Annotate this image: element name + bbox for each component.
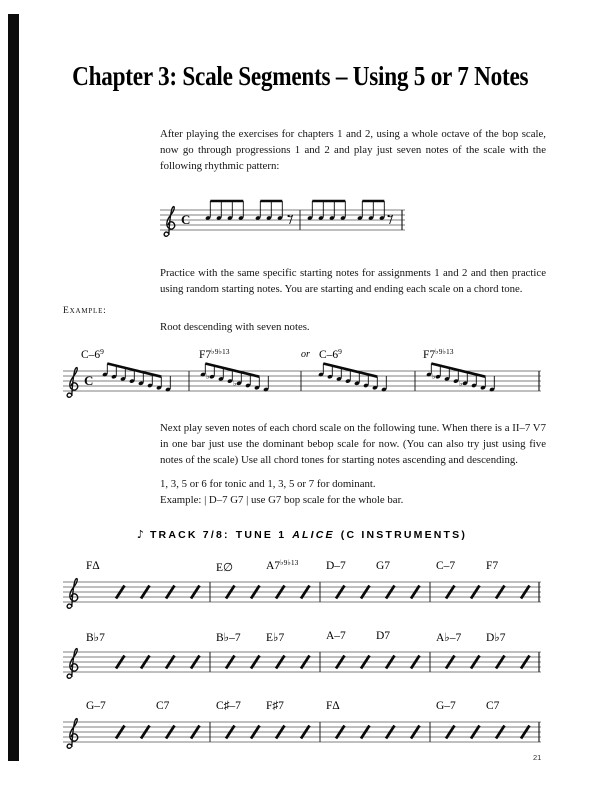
chapter-title-text: Chapter 3: Scale Segments – Using 5 or 7 Notes — [72, 61, 529, 91]
chord-symbol — [486, 560, 498, 572]
rhythm-staff-notation — [160, 188, 405, 246]
chord-extension: ♭9♭13 — [211, 347, 230, 356]
chord-symbol — [436, 560, 455, 572]
tune-staff-notation — [63, 556, 541, 618]
next-paragraph: Next play seven notes of each chord scale on the following tune. When there is a II–7 V7 in one bar just use the dominant bebop scale for now. (You can also try just using five notes of the scale) Use all chord tones for starting notes ascending and descending. — [160, 422, 546, 466]
chord-symbol — [266, 630, 284, 644]
chord-symbol — [326, 630, 346, 642]
example-margin-label: Example: — [63, 306, 107, 316]
chord-symbol — [81, 349, 104, 361]
chord-root: G–7 — [436, 700, 456, 712]
chord-extension: ♭9♭13 — [280, 558, 299, 567]
root-descending-caption: Root descending with seven notes. — [160, 321, 310, 333]
chord-root: E∅ — [216, 562, 234, 574]
chord-symbol — [486, 630, 505, 644]
chord-root: C–7 — [436, 560, 456, 572]
chord-symbol — [216, 560, 233, 574]
svg-text:♭: ♭ — [206, 372, 210, 382]
chord-symbol — [156, 700, 169, 712]
tune-label: TUNE 1 — [235, 529, 287, 541]
tune-staff-notation — [63, 696, 541, 758]
chord-root: F∆ — [326, 700, 340, 712]
chord-root: C♯–7 — [216, 700, 241, 712]
tune-staff-2 — [63, 626, 541, 688]
chord-root: F♯7 — [266, 700, 284, 712]
tune-staff-3 — [63, 696, 541, 758]
example-staff — [63, 345, 541, 411]
chord-root: C–6 — [81, 349, 101, 361]
eighth-note-icon: ♪ — [136, 528, 144, 541]
chord-symbol — [376, 630, 390, 642]
practice-paragraph: Practice with the same specific starting notes for assignments 1 and 2 and then practice using random starting notes. You are starting and ending each scale on a chord tone. — [160, 267, 546, 295]
chord-symbol — [266, 560, 298, 572]
chord-extension: 9 — [100, 347, 104, 356]
chord-symbol — [486, 700, 499, 712]
chord-root: E♭7 — [266, 632, 285, 644]
chord-root: C7 — [486, 700, 500, 712]
chord-root: B♭7 — [86, 632, 105, 644]
chord-root: F7 — [486, 560, 499, 572]
chord-root: C7 — [156, 700, 170, 712]
tune-staff-notation — [63, 626, 541, 688]
chord-root: F∆ — [86, 560, 100, 572]
chord-root: A♭–7 — [436, 632, 462, 644]
chord-symbol — [326, 700, 339, 712]
chord-root: G7 — [376, 560, 391, 572]
chord-symbol — [423, 349, 453, 361]
chord-symbol — [319, 349, 342, 361]
chord-root: B♭–7 — [216, 632, 241, 644]
chord-root: A–7 — [326, 630, 346, 642]
tune-name: ALICE — [292, 529, 335, 541]
chord-root: D–7 — [326, 560, 346, 572]
chord-symbol — [436, 700, 456, 712]
svg-text:♭: ♭ — [233, 378, 237, 388]
chord-symbol — [199, 349, 229, 361]
page-number: 21 — [533, 753, 542, 762]
tune-staff-1 — [63, 556, 541, 618]
chord-symbol — [86, 700, 106, 712]
chord-root: C–6 — [319, 349, 339, 361]
tonic-rule-line: 1, 3, 5 or 6 for tonic and 1, 3, 5 or 7 for dominant. — [160, 478, 376, 490]
or-label — [301, 349, 310, 360]
chord-root: D♭7 — [486, 632, 506, 644]
chord-root: F7 — [199, 349, 212, 361]
chord-symbol — [86, 630, 105, 644]
chord-symbol — [326, 560, 346, 572]
rhythm-pattern-staff — [160, 188, 405, 246]
chord-root: or — [301, 349, 310, 360]
svg-text:C: C — [181, 211, 191, 227]
track-heading — [63, 528, 541, 541]
chord-symbol — [216, 700, 241, 712]
instruments-label: (C INSTRUMENTS) — [340, 529, 468, 541]
svg-text:C: C — [84, 372, 94, 388]
chord-root: G–7 — [86, 700, 106, 712]
spine-bar — [8, 14, 19, 761]
chord-symbol — [436, 630, 461, 644]
chord-extension: 9 — [338, 347, 342, 356]
chord-symbol — [266, 700, 284, 712]
chord-symbol — [86, 560, 99, 572]
chord-root: A7 — [266, 560, 281, 572]
svg-text:♭: ♭ — [459, 378, 463, 388]
intro-paragraph: After playing the exercises for chapters 1 and 2, using a whole octave of the bop scale, now go through progressions 1 and 2 and play just seven notes of the scale with the following rhythmic pattern: — [160, 128, 546, 172]
chord-extension: ♭9♭13 — [435, 347, 454, 356]
chapter-title — [0, 56, 601, 93]
chord-root: F7 — [423, 349, 436, 361]
track-label: TRACK 7/8: — [149, 529, 230, 541]
bar-example-line: Example: | D–7 G7 | use G7 bop scale for the whole bar. — [160, 494, 404, 506]
svg-text:♭: ♭ — [432, 372, 436, 382]
chord-root: D7 — [376, 630, 391, 642]
chord-symbol — [216, 630, 241, 644]
chord-symbol — [376, 560, 390, 572]
